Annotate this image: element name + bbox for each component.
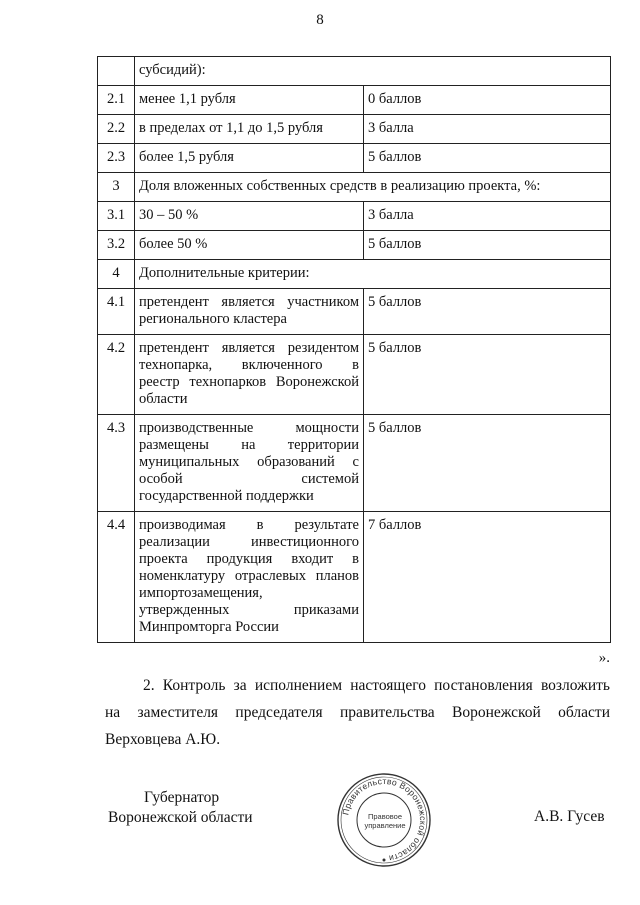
table-row	[98, 115, 611, 144]
criterion-line: размещены на территории	[139, 437, 359, 453]
table-row	[98, 173, 611, 202]
criterion-line: производственные мощности	[139, 420, 359, 436]
criteria-table-body	[98, 57, 611, 643]
table-row	[98, 512, 611, 643]
criterion-line: регионального кластера	[139, 311, 287, 327]
row-criterion: Дополнительные критерии:	[135, 260, 611, 289]
row-score: 5 баллов	[364, 289, 611, 335]
page-number: 8	[316, 12, 324, 28]
criterion-line: технопарка, включенного в	[139, 357, 359, 373]
row-criterion	[135, 289, 364, 335]
criterion-line: номенклатуру отраслевых планов	[139, 568, 359, 584]
row-criterion	[135, 415, 364, 512]
signatory-title	[108, 788, 253, 828]
criterion-line: проекта продукция входит в	[139, 551, 359, 567]
criterion-line: государственной поддержки	[139, 488, 314, 504]
row-number: 4.1	[98, 289, 135, 335]
seal-center-line: Правовое	[367, 812, 403, 821]
table-row	[98, 415, 611, 512]
row-score: 5 баллов	[364, 231, 611, 260]
signatory-name: А.В. Гусев	[534, 808, 605, 825]
signatory-title-line: Воронежской области	[108, 809, 253, 826]
criterion-line: области	[139, 391, 188, 407]
criterion-line: претендент является резидентом	[139, 340, 359, 356]
criterion-line: утвержденных приказами	[139, 602, 359, 618]
table-row	[98, 86, 611, 115]
criterion-line: Минпромторга России	[139, 619, 279, 635]
table-row	[98, 57, 611, 86]
paragraph-line: Верховцева А.Ю.	[105, 731, 221, 748]
row-criterion: более 50 %	[135, 231, 364, 260]
row-criterion	[135, 512, 364, 643]
row-number: 2.3	[98, 144, 135, 173]
row-number: 4.2	[98, 335, 135, 415]
row-criterion: менее 1,1 рубля	[135, 86, 364, 115]
seal-center-label	[357, 812, 413, 830]
row-number: 2.2	[98, 115, 135, 144]
row-score: 5 баллов	[364, 335, 611, 415]
row-score: 3 балла	[364, 202, 611, 231]
row-score: 0 баллов	[364, 86, 611, 115]
row-criterion: Доля вложенных собственных средств в реализацию проекта, %:	[135, 173, 611, 202]
criterion-line: реализации инвестиционного	[139, 534, 359, 550]
criterion-line: муниципальных образований с	[139, 454, 359, 470]
table-row	[98, 260, 611, 289]
seal-ring-text: Правительство Воронежской области	[340, 775, 429, 864]
row-criterion: в пределах от 1,1 до 1,5 рубля	[135, 115, 364, 144]
closing-quote: ».	[598, 650, 610, 666]
row-number	[98, 57, 135, 86]
paragraph-line: на заместителя председателя правительства Воронежской области	[105, 704, 610, 721]
table-row	[98, 144, 611, 173]
criteria-table	[97, 56, 611, 643]
row-number: 2.1	[98, 86, 135, 115]
paragraph-line: 2. Контроль за исполнением настоящего постановления возложить	[143, 677, 610, 694]
signatory-title-line: Губернатор	[144, 789, 220, 806]
row-criterion	[135, 335, 364, 415]
row-score: 3 балла	[364, 115, 611, 144]
row-number: 4.3	[98, 415, 135, 512]
row-number: 4.4	[98, 512, 135, 643]
criterion-line: реестр технопарков Воронежской	[139, 374, 359, 390]
row-number: 3	[98, 173, 135, 202]
table-row	[98, 289, 611, 335]
row-criterion: более 1,5 рубля	[135, 144, 364, 173]
criterion-line: производимая в результате	[139, 517, 359, 533]
criterion-line: особой системой	[139, 471, 359, 487]
criterion-line: импортозамещения,	[139, 585, 263, 601]
row-criterion: субсидий):	[135, 57, 611, 86]
criterion-line: претендент является участником	[139, 294, 359, 310]
row-score: 5 баллов	[364, 144, 611, 173]
table-row	[98, 231, 611, 260]
seal-center-line: управление	[364, 821, 406, 830]
row-score: 5 баллов	[364, 415, 611, 512]
table-row	[98, 335, 611, 415]
resolution-paragraph	[105, 672, 610, 753]
row-criterion: 30 – 50 %	[135, 202, 364, 231]
row-number: 4	[98, 260, 135, 289]
row-number: 3.1	[98, 202, 135, 231]
row-number: 3.2	[98, 231, 135, 260]
row-score: 7 баллов	[364, 512, 611, 643]
table-row	[98, 202, 611, 231]
